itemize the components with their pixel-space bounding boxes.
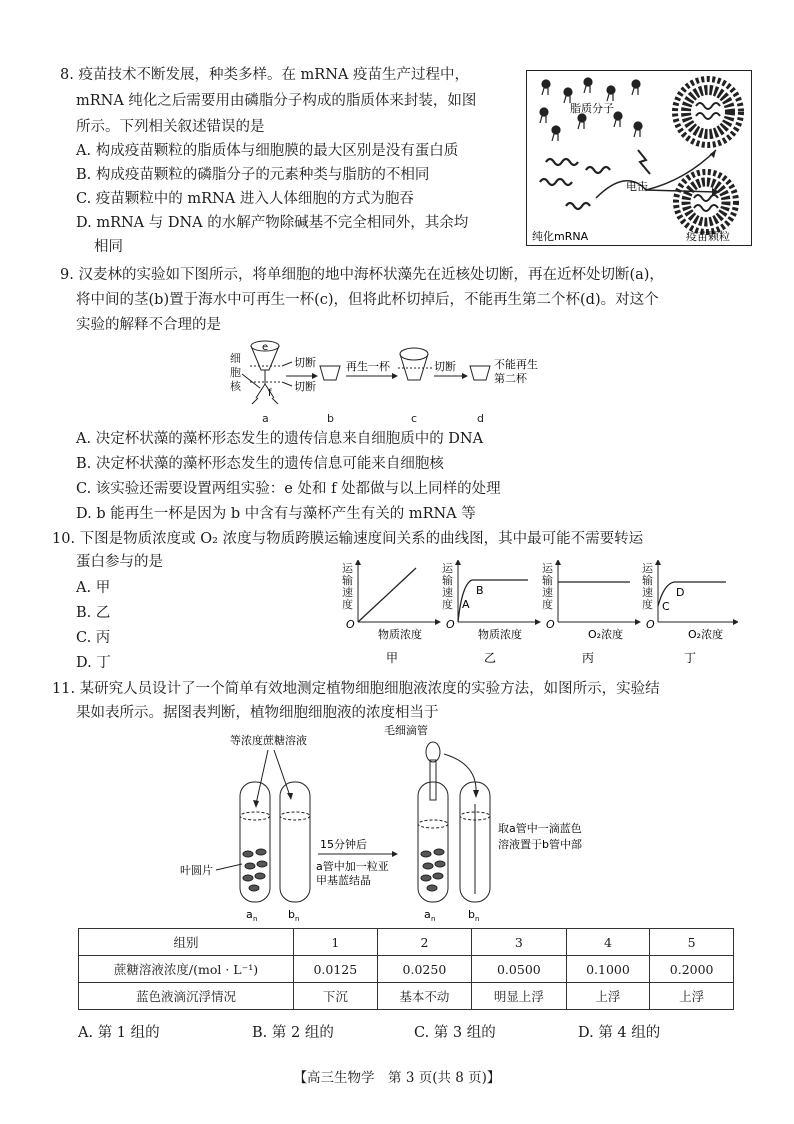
table-cell: 上浮 <box>566 983 650 1010</box>
q8-liposome-figure <box>526 70 752 246</box>
label-d: d <box>477 412 484 425</box>
svg-text:速: 速 <box>342 586 353 599</box>
graph-jia <box>342 562 438 665</box>
label-add-2: 甲基蓝结晶 <box>316 874 371 887</box>
label-nucleus-1: 细 <box>230 352 241 365</box>
page-footer: 【高三生物学 第 3 页(共 8 页)】 <box>293 1070 501 1086</box>
q11-option-c: C. 第 3 组的 <box>414 1025 496 1041</box>
svg-text:n: n <box>253 915 258 923</box>
svg-text:D: D <box>676 586 685 599</box>
q10-stem-line-1: 10. 下图是物质浓度或 O₂ 浓度与物质跨膜运输速度间关系的曲线图，其中最可能不需要转运 <box>52 531 644 547</box>
label-capillary: 毛细滴管 <box>384 724 428 737</box>
table-row <box>79 956 734 983</box>
q9-option-a: A. 决定杯状藻的藻杯形态发生的遗传信息来自细胞质中的 DNA <box>76 431 484 447</box>
svg-text:O₂浓度: O₂浓度 <box>588 628 624 641</box>
label-b: b <box>327 412 334 425</box>
label-leaf: 叶圆片 <box>180 864 213 877</box>
svg-text:输: 输 <box>342 574 353 587</box>
table-cell: 上浮 <box>650 983 734 1010</box>
label-shock: 电击 <box>626 180 648 193</box>
svg-text:速: 速 <box>442 586 453 599</box>
table-cell: 蓝色液滴沉浮情况 <box>79 983 294 1010</box>
svg-text:O₂浓度: O₂浓度 <box>688 628 724 641</box>
label-regen: 再生一杯 <box>346 360 390 373</box>
table-cell: 组别 <box>79 929 294 956</box>
table-cell: 0.0125 <box>294 956 378 983</box>
graph-bing <box>542 562 638 665</box>
q10-graphs <box>338 560 738 670</box>
table-cell: 4 <box>566 929 650 956</box>
q11-option-b: B. 第 2 组的 <box>252 1025 334 1041</box>
svg-text:速: 速 <box>642 586 653 599</box>
q10-option-d: D. 丁 <box>76 655 111 671</box>
svg-text:C: C <box>662 600 670 613</box>
table-cell: 0.1000 <box>566 956 650 983</box>
svg-text:运: 运 <box>642 562 653 575</box>
q10-stem-line-2: 蛋白参与的是 <box>76 554 163 570</box>
svg-text:甲: 甲 <box>386 651 399 665</box>
label-e: e <box>262 342 269 353</box>
svg-text:n: n <box>431 915 436 923</box>
label-a: a <box>262 412 269 425</box>
svg-text:速: 速 <box>542 586 553 599</box>
table-cell: 5 <box>650 929 734 956</box>
q10-option-b: B. 乙 <box>76 605 111 621</box>
svg-text:物质浓度: 物质浓度 <box>378 628 422 641</box>
svg-text:乙: 乙 <box>484 651 497 665</box>
q9-algae-figure <box>228 336 558 426</box>
label-take-2: 溶液置于b管中部 <box>498 838 582 851</box>
q8-stem-line-2: mRNA 纯化之后需要用由磷脂分子构成的脂质体来封装，如图 <box>76 93 477 109</box>
q11-stem-line-2: 果如表所示。据图表判断，植物细胞细胞液的浓度相当于 <box>76 705 439 721</box>
svg-text:度: 度 <box>542 598 553 611</box>
q8-option-a: A. 构成疫苗颗粒的脂质体与细胞膜的最大区别是没有蛋白质 <box>76 143 459 159</box>
q11-stem-line-1: 11. 某研究人员设计了一个简单有效地测定植物细胞细胞液浓度的实验方法，如图所示，实验结 <box>52 681 660 697</box>
svg-text:物质浓度: 物质浓度 <box>478 628 522 641</box>
label-nucleus-2: 胞 <box>230 366 241 379</box>
svg-text:O: O <box>546 618 555 631</box>
svg-text:输: 输 <box>442 574 453 587</box>
label-noregen-1: 不能再生 <box>494 358 538 371</box>
svg-text:b: b <box>288 908 295 921</box>
q9-option-d: D. b 能再生一杯是因为 b 中含有与藻杯产生有关的 mRNA 等 <box>76 506 476 522</box>
label-cut-2: 切断 <box>434 360 456 373</box>
svg-text:O: O <box>446 618 455 631</box>
svg-text:运: 运 <box>542 562 553 575</box>
q8-stem-line-3: 所示。下列相关叙述错误的是 <box>76 119 265 135</box>
label-cut-1: 切断 <box>294 356 316 369</box>
table-header-row <box>79 929 734 956</box>
svg-text:运: 运 <box>442 562 453 575</box>
q11-option-a: A. 第 1 组的 <box>78 1025 160 1041</box>
graph-yi <box>442 562 538 665</box>
q9-stem-line-3: 实验的解释不合理的是 <box>76 317 221 333</box>
label-time: 15分钟后 <box>320 838 367 851</box>
table-cell: 0.0250 <box>377 956 471 983</box>
svg-text:度: 度 <box>342 598 353 611</box>
table-cell: 明显上浮 <box>472 983 566 1010</box>
svg-text:a: a <box>424 908 431 921</box>
q10-option-a: A. 甲 <box>76 580 111 596</box>
q8-option-d-cont: 相同 <box>94 239 123 255</box>
svg-text:n: n <box>295 915 300 923</box>
label-vaccine: 疫苗颗粒 <box>686 230 730 243</box>
svg-text:丙: 丙 <box>582 651 595 665</box>
label-lipid: 脂质分子 <box>570 102 614 115</box>
label-mrna: 纯化mRNA <box>532 230 589 243</box>
table-cell: 0.0500 <box>472 956 566 983</box>
svg-text:b: b <box>468 908 475 921</box>
q11-tube-figure <box>168 724 648 924</box>
svg-text:输: 输 <box>642 574 653 587</box>
label-f: f <box>268 388 272 399</box>
q8-stem-line-1: 8. 疫苗技术不断发展，种类多样。在 mRNA 疫苗生产过程中， <box>60 67 469 83</box>
svg-text:O: O <box>346 618 355 631</box>
label-cut-f: 切断 <box>294 380 316 393</box>
label-c: c <box>411 412 418 425</box>
label-noregen-2: 第二杯 <box>494 372 527 385</box>
q9-stem-line-1: 9. 汉麦林的实验如下图所示，将单细胞的地中海杯状藻先在近核处切断，再在近杯处切断(a)， <box>60 267 664 283</box>
q10-option-c: C. 丙 <box>76 630 111 646</box>
label-solution: 等浓度蔗糖溶液 <box>230 734 307 747</box>
table-row <box>79 983 734 1010</box>
q9-option-c: C. 该实验还需要设置两组实验：e 处和 f 处都做与以上同样的处理 <box>76 481 501 497</box>
svg-text:A: A <box>462 598 470 611</box>
svg-text:O: O <box>646 618 655 631</box>
table-cell: 1 <box>294 929 378 956</box>
svg-text:n: n <box>475 915 480 923</box>
label-nucleus-3: 核 <box>230 380 241 393</box>
table-cell: 3 <box>472 929 566 956</box>
table-cell: 基本不动 <box>377 983 471 1010</box>
table-cell: 0.2000 <box>650 956 734 983</box>
table-cell: 2 <box>377 929 471 956</box>
q9-option-b: B. 决定杯状藻的藻杯形态发生的遗传信息可能来自细胞核 <box>76 456 444 472</box>
svg-text:B: B <box>476 584 484 597</box>
svg-text:a: a <box>246 908 253 921</box>
q8-option-c: C. 疫苗颗粒中的 mRNA 进入人体细胞的方式为胞吞 <box>76 191 414 207</box>
svg-text:运: 运 <box>342 562 353 575</box>
q8-option-b: B. 构成疫苗颗粒的磷脂分子的元素种类与脂肪的不相同 <box>76 167 430 183</box>
q8-option-d: D. mRNA 与 DNA 的水解产物除碱基不完全相同外，其余均 <box>76 215 469 231</box>
svg-text:丁: 丁 <box>684 651 697 665</box>
table-cell: 下沉 <box>294 983 378 1010</box>
label-take-1: 取a管中一滴蓝色 <box>498 822 582 835</box>
graph-ding <box>642 562 736 665</box>
q9-stem-line-2: 将中间的茎(b)置于海水中可再生一杯(c)，但将此杯切掉后，不能再生第二个杯(d)。对这个 <box>76 292 659 308</box>
q11-option-d: D. 第 4 组的 <box>578 1025 661 1041</box>
svg-text:度: 度 <box>442 598 453 611</box>
svg-text:输: 输 <box>542 574 553 587</box>
svg-text:度: 度 <box>642 598 653 611</box>
q11-results-table <box>78 928 734 1010</box>
label-add-1: a管中加一粒亚 <box>316 860 389 873</box>
table-cell: 蔗糖溶液浓度/(mol · L⁻¹) <box>79 956 294 983</box>
